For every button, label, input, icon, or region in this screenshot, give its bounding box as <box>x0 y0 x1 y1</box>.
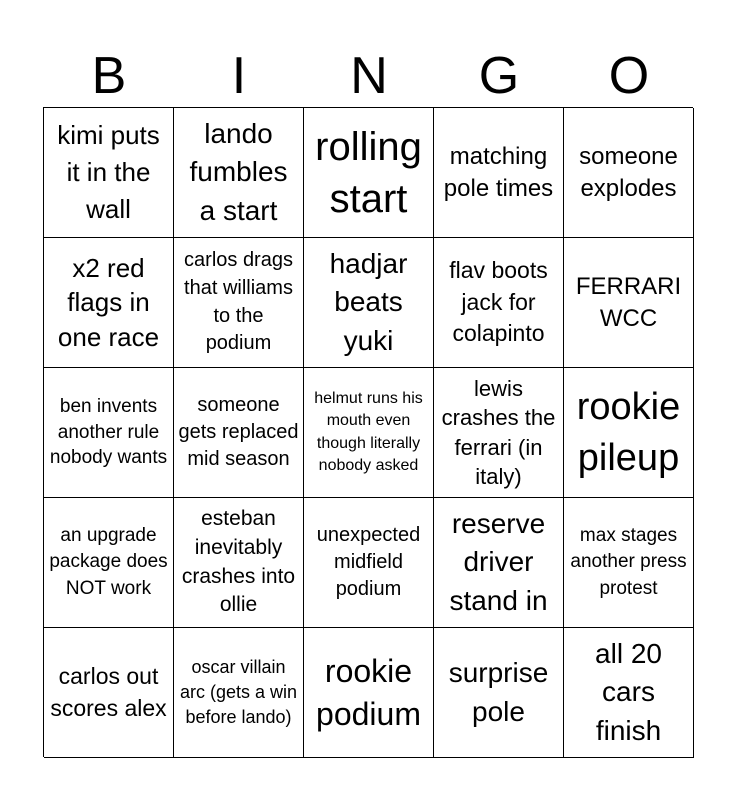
bingo-cell[interactable] <box>304 628 434 758</box>
bingo-cell[interactable] <box>44 368 174 498</box>
bingo-cell[interactable] <box>174 238 304 368</box>
cell-text: oscar villain arc (gets a win before lando) <box>179 656 298 728</box>
cell-text: unexpected midfield podium <box>316 523 421 601</box>
bingo-cell[interactable] <box>304 498 434 628</box>
bingo-cell[interactable] <box>304 368 434 498</box>
header-letter-i: I <box>231 47 247 105</box>
cell-text: ben invents another rule nobody wants <box>49 396 168 469</box>
cell-text: an upgrade package does NOT work <box>49 524 168 599</box>
header-letter-g: G <box>478 47 520 105</box>
bingo-cell[interactable] <box>564 628 694 758</box>
bingo-cell[interactable] <box>434 628 564 758</box>
bingo-cell[interactable] <box>304 108 434 238</box>
bingo-cell[interactable] <box>434 108 564 238</box>
bingo-board <box>43 107 693 757</box>
bingo-cell[interactable] <box>44 498 174 628</box>
cell-text: someone gets replaced mid season <box>178 394 299 470</box>
cell-text: surprise pole <box>448 656 549 727</box>
cell-text: all 20 cars finish <box>595 638 662 746</box>
cell-text: FERRARI WCC <box>575 273 682 332</box>
cell-text: helmut runs his mouth even though literally nobody asked <box>314 389 423 474</box>
header-letter-b: B <box>91 47 127 105</box>
cell-text: rookie pileup <box>576 386 681 479</box>
cell-text: kimi puts it in the wall <box>57 120 160 224</box>
bingo-cell[interactable] <box>434 498 564 628</box>
cell-text: flav boots jack for colapinto <box>449 256 548 347</box>
bingo-cell[interactable] <box>44 628 174 758</box>
cell-text: rookie podium <box>316 653 421 732</box>
bingo-cell[interactable] <box>434 238 564 368</box>
cell-text: max stages another press protest <box>570 524 687 599</box>
cell-text: esteban inevitably crashes into ollie <box>181 507 296 617</box>
cell-text: lando fumbles a start <box>189 117 288 226</box>
cell-text: hadjar beats yuki <box>329 247 408 356</box>
cell-text: rolling start <box>315 124 422 221</box>
bingo-cell[interactable] <box>564 108 694 238</box>
bingo-cell[interactable] <box>564 368 694 498</box>
bingo-cell[interactable] <box>564 498 694 628</box>
header-letter-n: N <box>350 47 388 105</box>
cell-text: lewis crashes the ferrari (in italy) <box>441 376 556 489</box>
bingo-cell[interactable] <box>174 498 304 628</box>
header-letter-o: O <box>608 47 650 105</box>
cell-text: x2 red flags in one race <box>57 253 160 352</box>
cell-text: carlos drags that williams to the podium <box>184 249 293 355</box>
bingo-cell[interactable] <box>174 628 304 758</box>
bingo-cell[interactable] <box>44 108 174 238</box>
cell-text: reserve driver stand in <box>449 507 548 616</box>
bingo-cell[interactable] <box>44 238 174 368</box>
bingo-cell[interactable] <box>174 368 304 498</box>
bingo-cell[interactable] <box>174 108 304 238</box>
cell-text: carlos out scores alex <box>50 663 167 721</box>
cell-text: matching pole times <box>443 142 554 202</box>
bingo-cell[interactable] <box>434 368 564 498</box>
cell-text: someone explodes <box>579 142 678 202</box>
bingo-cell[interactable] <box>564 238 694 368</box>
bingo-header <box>44 44 694 108</box>
bingo-cell[interactable] <box>304 238 434 368</box>
